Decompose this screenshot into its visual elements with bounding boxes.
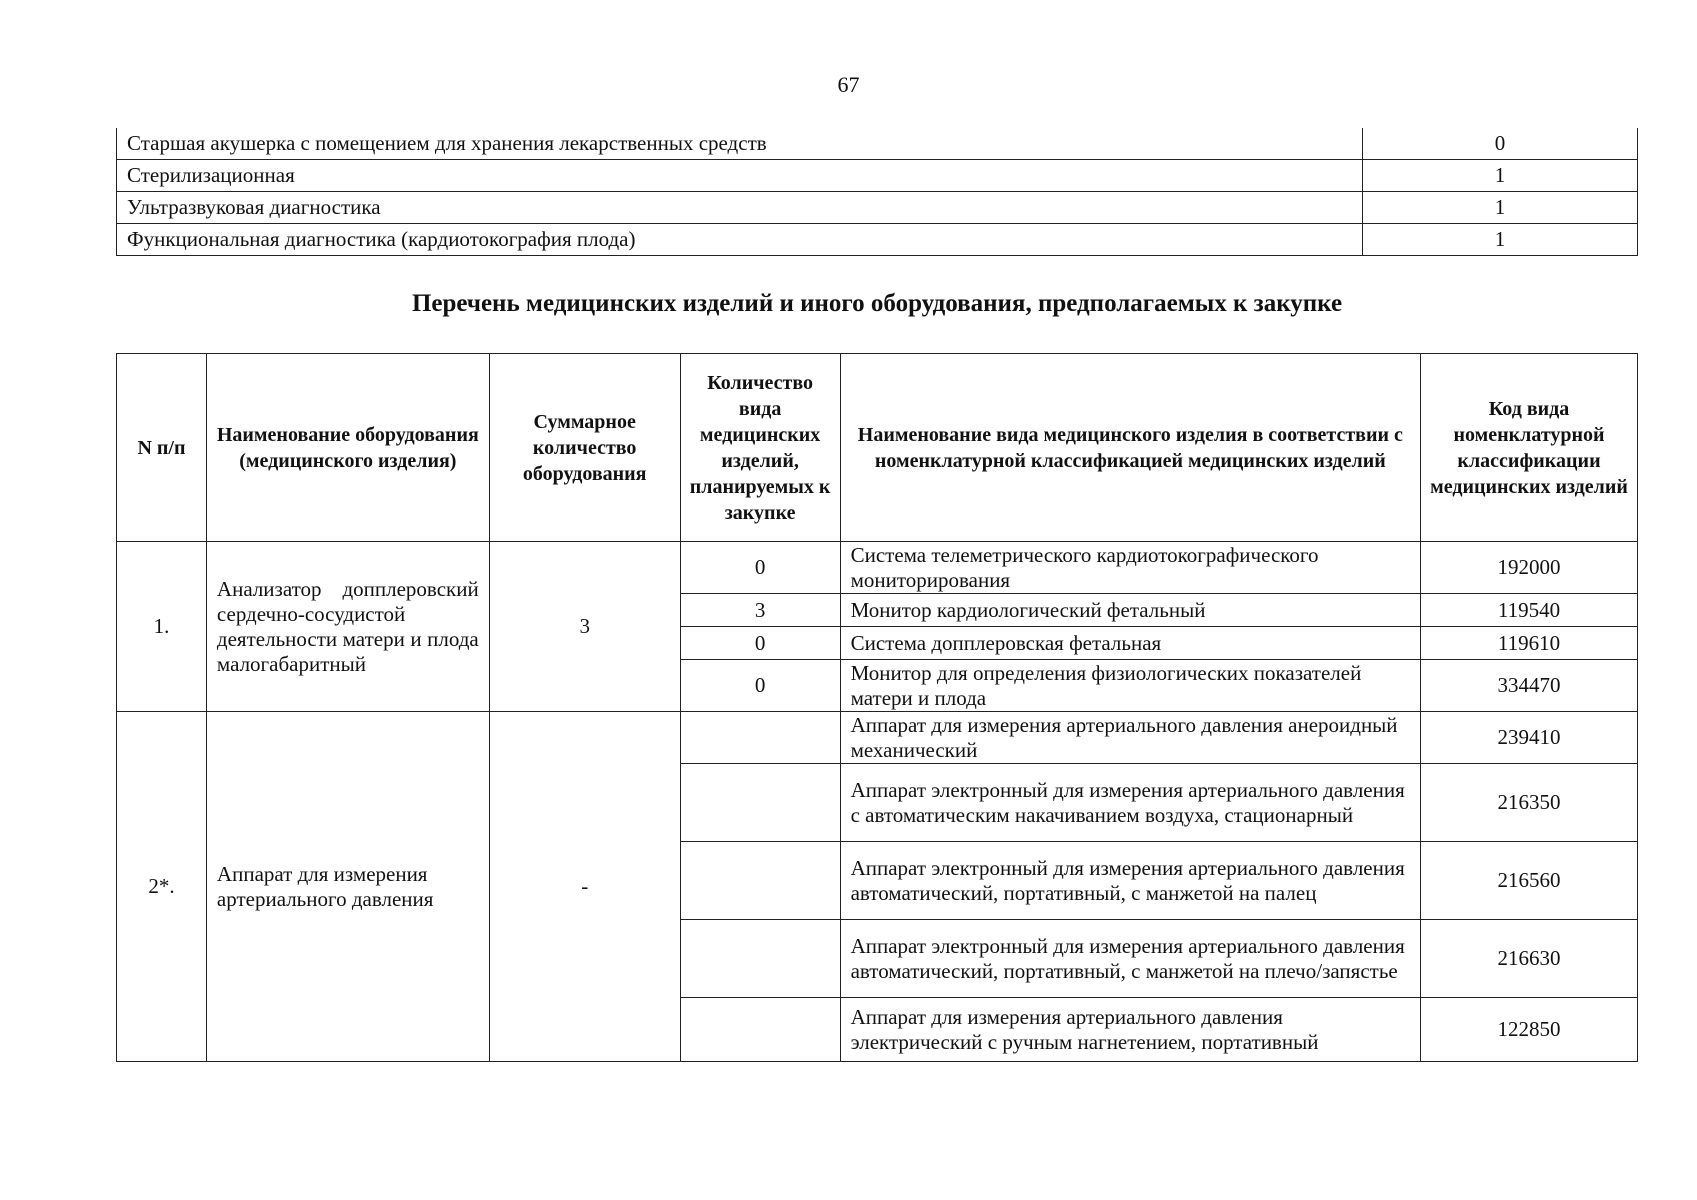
rooms-table bbox=[116, 128, 1638, 256]
item-code: 239410 bbox=[1421, 712, 1638, 764]
item-count bbox=[680, 998, 840, 1062]
table-row bbox=[117, 160, 1638, 192]
table-row bbox=[117, 128, 1638, 160]
equipment-total: - bbox=[489, 712, 680, 1062]
item-description: Аппарат электронный для измерения артериального давления автоматический, портативный, с манжетой на плечо/запястье bbox=[840, 920, 1420, 998]
item-code: 216560 bbox=[1421, 842, 1638, 920]
row-index: 1. bbox=[117, 542, 207, 712]
item-code: 122850 bbox=[1421, 998, 1638, 1062]
item-code: 216630 bbox=[1421, 920, 1638, 998]
table-row bbox=[117, 224, 1638, 256]
col-header-device-type: Наименование вида медицинского изделия в соответствии с номенклатурной классификацией медицинских изделий bbox=[840, 354, 1420, 542]
col-header-code: Код вида номенклатурной классификации медицинских изделий bbox=[1421, 354, 1638, 542]
item-description: Система допплеровская фетальная bbox=[840, 627, 1420, 660]
table-row bbox=[117, 192, 1638, 224]
room-name: Стерилизационная bbox=[117, 160, 1363, 192]
room-count: 1 bbox=[1363, 160, 1638, 192]
item-count: 3 bbox=[680, 594, 840, 627]
equipment-name: Анализатор допплеровский сердечно-сосудистой деятельности матери и плода малогабаритный bbox=[206, 542, 489, 712]
item-count bbox=[680, 920, 840, 998]
header-row bbox=[117, 354, 1638, 542]
item-description: Аппарат для измерения артериального давления электрический с ручным нагнетением, портативный bbox=[840, 998, 1420, 1062]
equipment-table bbox=[116, 353, 1638, 1062]
item-code: 119610 bbox=[1421, 627, 1638, 660]
table-row bbox=[117, 712, 1638, 764]
item-description: Система телеметрического кардиотокографического мониторирования bbox=[840, 542, 1420, 594]
room-name: Функциональная диагностика (кардиотокография плода) bbox=[117, 224, 1363, 256]
room-count: 0 bbox=[1363, 128, 1638, 160]
table-row bbox=[117, 542, 1638, 594]
row-index: 2*. bbox=[117, 712, 207, 1062]
room-count: 1 bbox=[1363, 192, 1638, 224]
col-header-count: Количество вида медицинских изделий, планируемых к закупке bbox=[680, 354, 840, 542]
col-header-total: Суммарное количество оборудования bbox=[489, 354, 680, 542]
item-code: 119540 bbox=[1421, 594, 1638, 627]
item-description: Аппарат электронный для измерения артериального давления с автоматическим накачиванием воздуха, стационарный bbox=[840, 764, 1420, 842]
item-code: 334470 bbox=[1421, 660, 1638, 712]
item-count: 0 bbox=[680, 627, 840, 660]
page-number: 67 bbox=[837, 72, 860, 97]
item-count bbox=[680, 764, 840, 842]
col-header-equipment-name: Наименование оборудования (медицинского изделия) bbox=[206, 354, 489, 542]
room-name: Ультразвуковая диагностика bbox=[117, 192, 1363, 224]
room-name: Старшая акушерка с помещением для хранения лекарственных средств bbox=[117, 128, 1363, 160]
equipment-name: Аппарат для измерения артериального давления bbox=[206, 712, 489, 1062]
item-count bbox=[680, 712, 840, 764]
room-count: 1 bbox=[1363, 224, 1638, 256]
item-code: 192000 bbox=[1421, 542, 1638, 594]
item-description: Аппарат электронный для измерения артериального давления автоматический, портативный, с манжетой на палец bbox=[840, 842, 1420, 920]
equipment-total: 3 bbox=[489, 542, 680, 712]
item-count: 0 bbox=[680, 542, 840, 594]
item-code: 216350 bbox=[1421, 764, 1638, 842]
section-heading: Перечень медицинских изделий и иного оборудования, предполагаемых к закупке bbox=[411, 290, 1343, 317]
col-header-index: N п/п bbox=[117, 354, 207, 542]
item-count bbox=[680, 842, 840, 920]
item-description: Монитор кардиологический фетальный bbox=[840, 594, 1420, 627]
item-count: 0 bbox=[680, 660, 840, 712]
item-description: Аппарат для измерения артериального давления анероидный механический bbox=[840, 712, 1420, 764]
item-description: Монитор для определения физиологических показателей матери и плода bbox=[840, 660, 1420, 712]
